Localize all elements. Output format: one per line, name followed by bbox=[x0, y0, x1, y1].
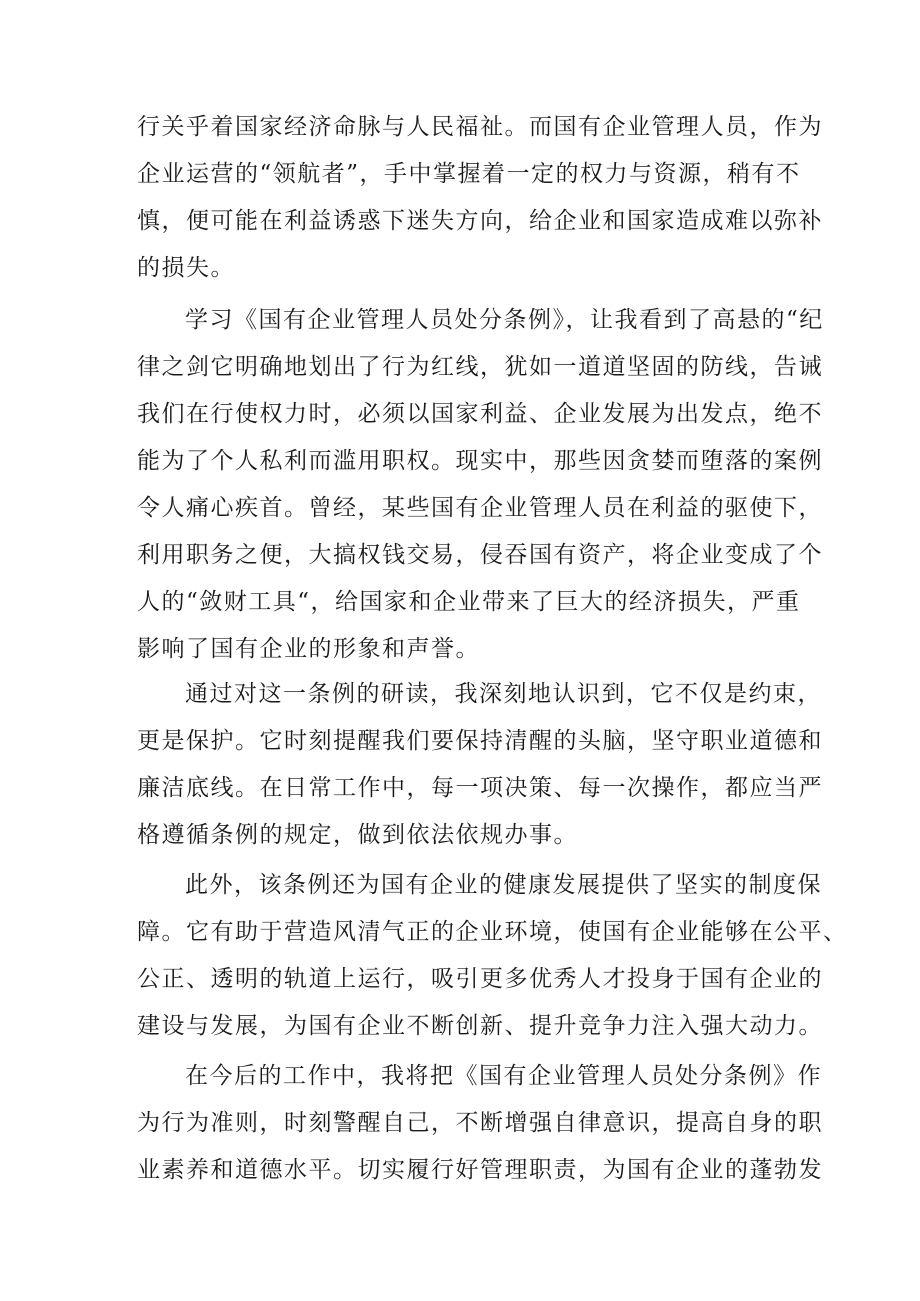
text-line: 通过对这一条例的研读，我深刻地认识到，它不仅是约束， bbox=[185, 681, 822, 707]
text-line: 为行为准则，时刻警醒自己，不断增强自律意识，提高自身的职 bbox=[137, 1110, 823, 1136]
text-line: 学习《国有企业管理人员处分条例》，让我看到了高悬的“纪 bbox=[185, 307, 824, 333]
text-line: 行关乎着国家经济命脉与人民福祉。而国有企业管理人员，作为 bbox=[137, 114, 823, 140]
text-line: 障。它有助于营造风清气正的企业环境，使国有企业能够在公平、 bbox=[137, 919, 848, 945]
text-line: 此外，该条例还为国有企业的健康发展提供了坚实的制度保 bbox=[185, 872, 822, 898]
text-line: 公正、透明的轨道上运行，吸引更多优秀人才投身于国有企业的 bbox=[137, 966, 823, 992]
text-line: 业素养和道德水平。切实履行好管理职责，为国有企业的蓬勃发 bbox=[137, 1157, 823, 1183]
paragraph-2 bbox=[137, 297, 824, 673]
text-line: 慎，便可能在利益诱惑下迷失方向，给企业和国家造成难以弥补 bbox=[137, 208, 823, 234]
text-line: 格遵循条例的规定，做到依法依规办事。 bbox=[137, 822, 578, 848]
paragraph-3 bbox=[137, 671, 823, 859]
text-line: 利用职务之便，大搞权钱交易，侵吞国有资产，将企业变成了个 bbox=[137, 542, 823, 568]
paragraph-5 bbox=[137, 1053, 823, 1194]
paragraph-1 bbox=[137, 104, 823, 292]
text-line: 更是保护。它时刻提醒我们要保持清醒的头脑，坚守职业道德和 bbox=[137, 728, 823, 754]
text-line: 律之剑它明确地划出了行为红线，犹如一道道坚固的防线，告诫 bbox=[137, 354, 823, 380]
text-line: 企业运营的“领航者”，手中掌握着一定的权力与资源，稍有不 bbox=[137, 161, 801, 187]
text-line: 廉洁底线。在日常工作中，每一项决策、每一次操作，都应当严 bbox=[137, 775, 823, 801]
text-line: 能为了个人私利而滥用职权。现实中，那些因贪婪而堕落的案例 bbox=[137, 448, 823, 474]
text-line: 人的“敛财工具“，给国家和企业带来了巨大的经济损失，严重 bbox=[137, 589, 801, 615]
text-line: 我们在行使权力时，必须以国家利益、企业发展为出发点，绝不 bbox=[137, 401, 823, 427]
text-line: 的损失。 bbox=[137, 255, 235, 281]
text-line: 令人痛心疾首。曾经，某些国有企业管理人员在利益的驱使下， bbox=[137, 495, 823, 521]
text-line: 在今后的工作中，我将把《国有企业管理人员处分条例》作 bbox=[185, 1063, 822, 1089]
paragraph-4 bbox=[137, 862, 848, 1050]
text-line: 影响了国有企业的形象和声誉。 bbox=[137, 636, 480, 662]
text-line: 建设与发展，为国有企业不断创新、提升竞争力注入强大动力。 bbox=[137, 1013, 823, 1039]
